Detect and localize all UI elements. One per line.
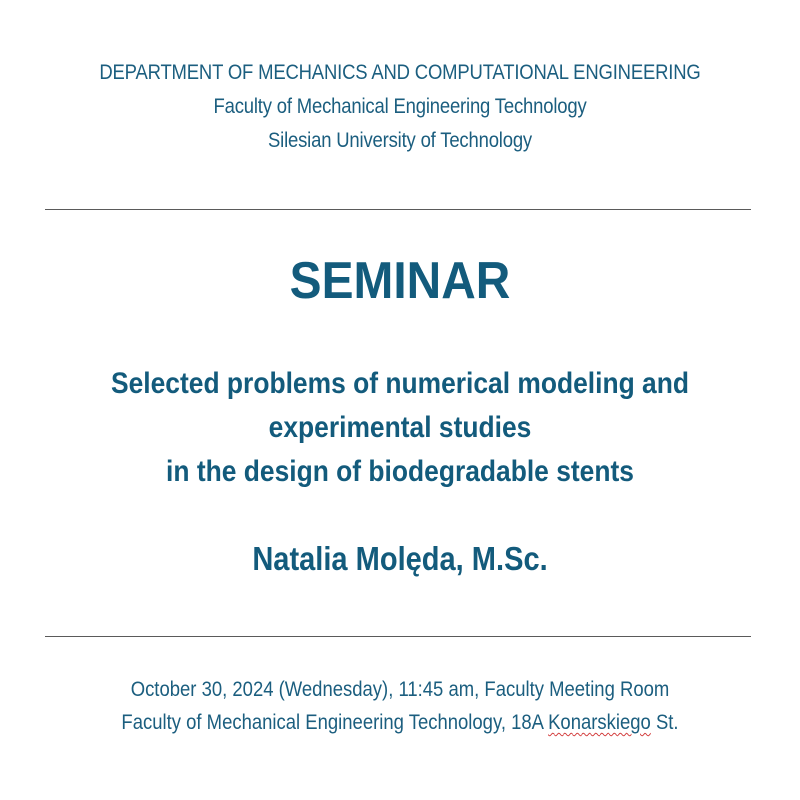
bottom-divider (45, 636, 751, 637)
address-line (48, 706, 752, 739)
address-suffix: St. (650, 711, 679, 734)
address-prefix: Faculty of Mechanical Engineering Technology, 18A (121, 711, 549, 734)
seminar-title-line-2: experimental studies (268, 411, 532, 444)
seminar-title-line-3: in the design of biodegradable stents (166, 455, 634, 488)
seminar-title (0, 362, 800, 494)
date-time-venue: October 30, 2024 (Wednesday), 11:45 am, Faculty Meeting Room (130, 678, 670, 701)
event-type-heading: SEMINAR (289, 252, 511, 310)
top-divider (45, 209, 751, 210)
university-name: Silesian University of Technology (267, 129, 532, 152)
seminar-title-line-1: Selected problems of numerical modeling and (111, 367, 689, 400)
address-street-spellcheck: Konarskiego (548, 711, 651, 734)
speaker-name: Natalia Molęda, M.Sc. (252, 540, 548, 577)
event-details (0, 673, 800, 739)
faculty-name: Faculty of Mechanical Engineering Technology (213, 95, 587, 118)
department-name: DEPARTMENT OF MECHANICS AND COMPUTATIONAL ENGINEERING (99, 61, 701, 84)
document-header (0, 56, 800, 158)
